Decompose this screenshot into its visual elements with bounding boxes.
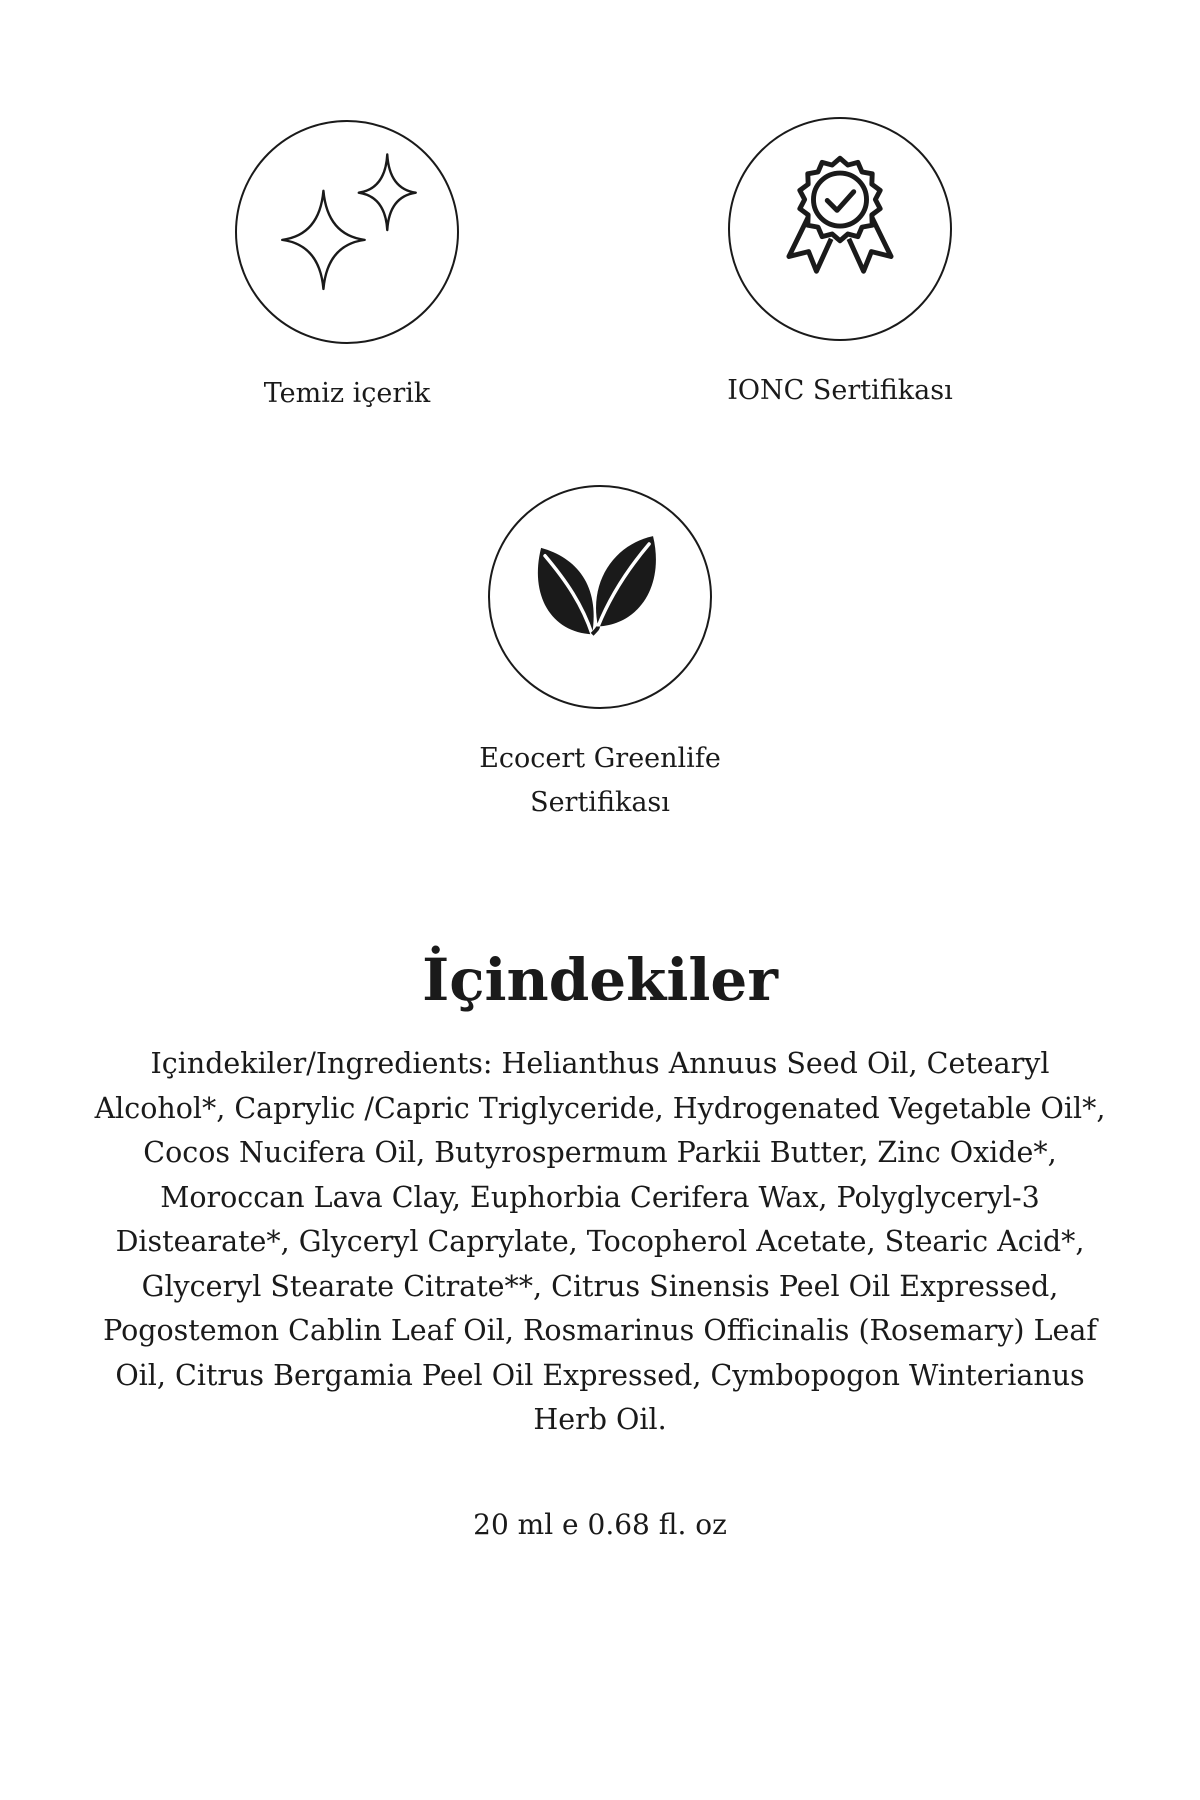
ingredients-text: Içindekiler/Ingredients: Helianthus Annuus Seed Oil, Cetearyl Alcohol*, Caprylic /Capric Triglyceride, Hydrogenated Vegetable Oil*, Cocos Nucifera Oil, Butyrospermum Parkii Butter, Zinc Oxide*, Moroccan Lava Clay, Euphorbia Cerifera Wax, Polyglyceryl-3 Distearate*, Glyceryl Caprylate, Tocopherol Acetate, Stearic Acid*, Glyceryl Stearate Citrate**, Citrus Sinensis Peel Oil Expressed, Pogostemon Cablin Leaf Oil, Rosmarinus Officinalis (Rosemary) Leaf Oil, Citrus Bergamia Peel Oil Expressed, Cymbopogon Winterianus Herb Oil. (94, 1047, 1106, 1436)
ingredients-title: İçindekiler (422, 946, 778, 1014)
badge-ecocert-greenlife (400, 485, 800, 825)
badge-label (400, 737, 800, 825)
sparkle-icon (235, 120, 459, 344)
badge-clean-ingredients (232, 120, 462, 416)
badge-label-line: Ecocert Greenlife (479, 743, 721, 774)
volume-text: 20 ml e 0.68 fl. oz (473, 1508, 727, 1541)
badge-label: Temiz içerik (263, 378, 431, 409)
badge-label: IONC Sertifikası (727, 375, 953, 406)
leaf-icon (488, 485, 712, 709)
award-ribbon-icon (728, 117, 952, 341)
badge-label-line: Sertifikası (530, 787, 670, 818)
badge-ionc-certificate (600, 117, 1080, 413)
